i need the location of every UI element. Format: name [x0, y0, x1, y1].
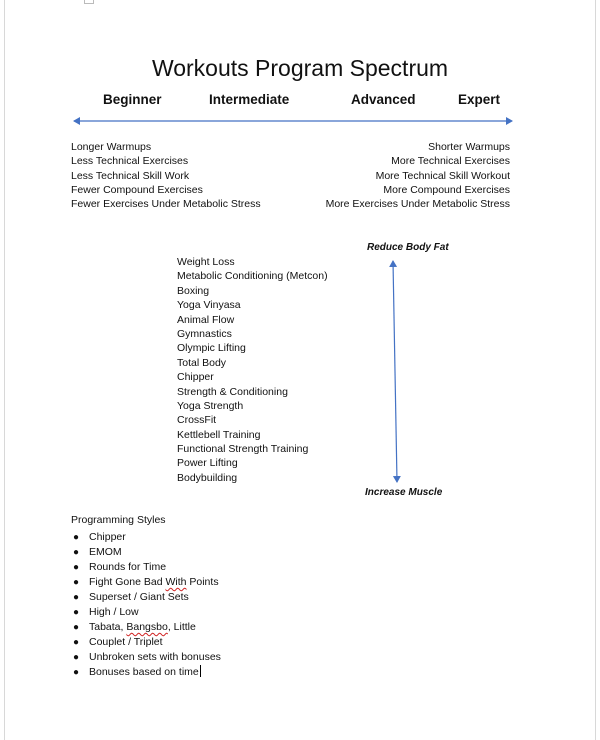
list-item[interactable]: [71, 530, 221, 545]
trait-left[interactable]: Longer Warmups: [71, 141, 152, 153]
list-item[interactable]: [71, 575, 221, 590]
bullet-icon: ●: [73, 622, 80, 633]
activity-item[interactable]: Animal Flow: [177, 313, 235, 326]
bullet-icon: ●: [73, 547, 80, 558]
trait-right[interactable]: Shorter Warmups: [428, 141, 510, 153]
activity-item[interactable]: Metabolic Conditioning (Metcon): [177, 270, 328, 283]
activity-item[interactable]: Kettlebell Training: [177, 428, 261, 441]
bullet-icon: ●: [73, 532, 80, 543]
list-item-label: Unbroken sets with bonuses: [89, 651, 221, 663]
bullet-icon: ●: [73, 562, 80, 573]
bullet-icon: ●: [73, 637, 80, 648]
activity-item[interactable]: Bodybuilding: [177, 471, 238, 484]
list-item[interactable]: [71, 605, 221, 620]
activity-item[interactable]: Yoga Vinyasa: [177, 299, 241, 312]
expert-traits: [326, 140, 510, 211]
activity-item[interactable]: Olympic Lifting: [177, 342, 246, 355]
trait-left[interactable]: Fewer Compound Exercises: [71, 183, 203, 196]
activity-item[interactable]: Total Body: [177, 356, 227, 369]
list-item-label: Tabata, Bangsbo, Little: [89, 621, 196, 633]
programming-styles-list: [71, 530, 221, 680]
programming-styles-heading[interactable]: Programming Styles: [71, 514, 166, 526]
list-item[interactable]: [71, 620, 221, 635]
text-cursor: [200, 665, 201, 677]
list-item-label: Couplet / Triplet: [89, 636, 163, 648]
level-beginner[interactable]: Beginner: [103, 92, 162, 107]
trait-right[interactable]: More Exercises Under Metabolic Stress: [325, 198, 510, 211]
bullet-icon: ●: [73, 667, 80, 678]
bullet-icon: ●: [73, 652, 80, 663]
activity-item[interactable]: Gymnastics: [177, 327, 232, 340]
activity-item[interactable]: Yoga Strength: [177, 399, 244, 412]
list-item[interactable]: [71, 635, 221, 650]
level-advanced[interactable]: Advanced: [351, 92, 416, 107]
bullet-icon: ●: [73, 577, 80, 588]
increase-muscle-label[interactable]: Increase Muscle: [365, 487, 443, 498]
spellcheck-mark: Bangsbo: [126, 621, 168, 633]
activity-item[interactable]: Weight Loss: [177, 256, 235, 268]
trait-left[interactable]: Less Technical Skill Work: [71, 169, 190, 182]
list-item[interactable]: [71, 650, 221, 665]
activity-item[interactable]: Strength & Conditioning: [177, 385, 288, 398]
trait-left[interactable]: Less Technical Exercises: [71, 155, 189, 168]
list-item-label: High / Low: [89, 606, 139, 618]
list-item-label: Superset / Giant Sets: [89, 591, 189, 603]
activity-item[interactable]: Functional Strength Training: [177, 443, 309, 456]
activity-item[interactable]: Power Lifting: [177, 457, 238, 470]
list-item-label: EMOM: [89, 546, 122, 558]
bullet-icon: ●: [73, 607, 80, 618]
activity-list: [177, 255, 328, 485]
list-item-label: Rounds for Time: [89, 561, 167, 573]
level-intermediate[interactable]: Intermediate: [209, 92, 290, 107]
bullet-icon: ●: [73, 592, 80, 603]
list-item[interactable]: [71, 545, 221, 560]
beginner-traits: [71, 140, 261, 211]
activity-item[interactable]: Chipper: [177, 371, 214, 384]
activity-item[interactable]: Boxing: [177, 284, 210, 297]
list-item-label: Bonuses based on time: [89, 666, 199, 678]
list-item[interactable]: [71, 665, 221, 680]
list-item-label: Fight Gone Bad With Points: [89, 576, 219, 588]
spellcheck-mark: With: [165, 576, 187, 588]
trait-left[interactable]: Fewer Exercises Under Metabolic Stress: [71, 198, 261, 211]
list-item-label: Chipper: [89, 531, 126, 543]
level-expert[interactable]: Expert: [458, 92, 501, 107]
trait-right[interactable]: More Compound Exercises: [383, 183, 510, 196]
activity-item[interactable]: CrossFit: [177, 414, 217, 427]
page-title[interactable]: Workouts Program Spectrum: [151, 55, 449, 81]
list-item[interactable]: [71, 560, 221, 575]
reduce-body-fat-label[interactable]: Reduce Body Fat: [367, 242, 449, 253]
trait-right[interactable]: More Technical Skill Workout: [375, 169, 510, 182]
trait-right[interactable]: More Technical Exercises: [391, 155, 510, 168]
vertical-goal-arrow: [393, 261, 397, 482]
list-item[interactable]: [71, 590, 221, 605]
